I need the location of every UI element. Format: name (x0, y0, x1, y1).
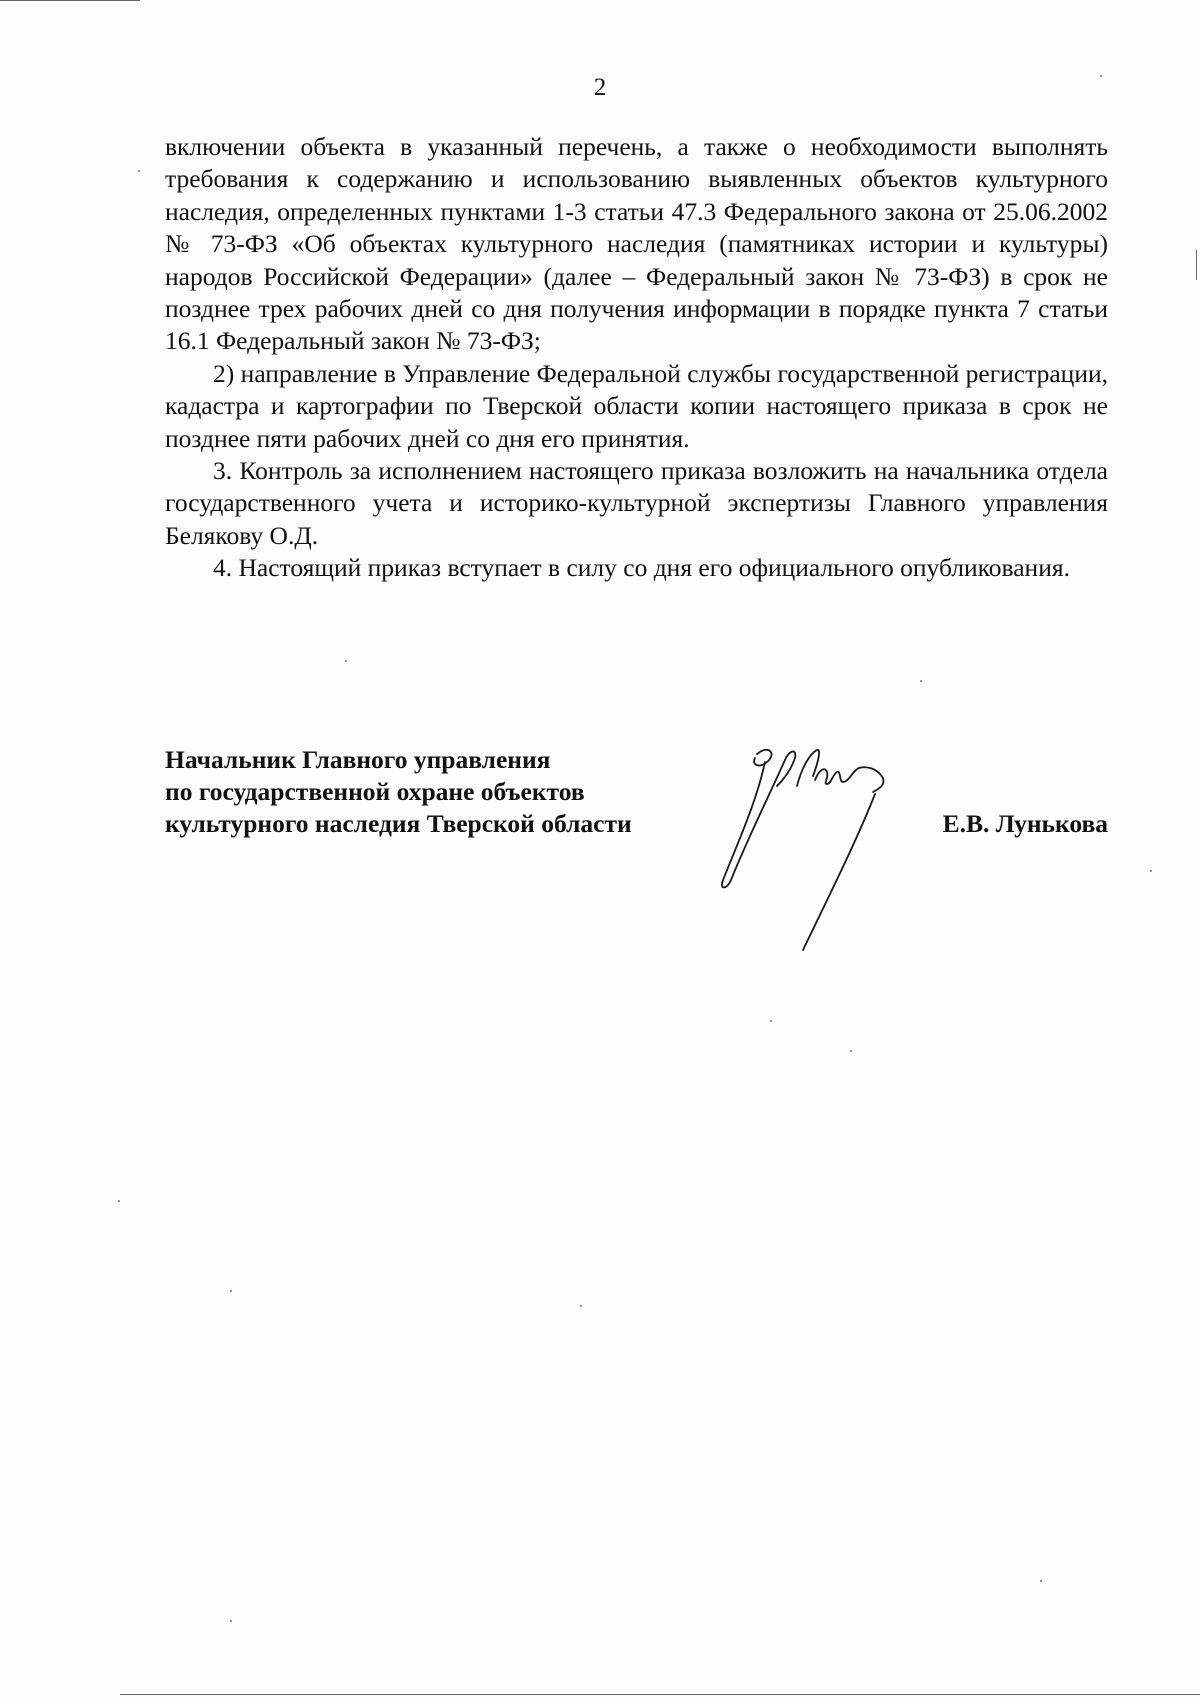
scan-speck (1040, 1580, 1042, 1582)
signature-block (165, 744, 1108, 974)
scan-speck (230, 1290, 232, 1292)
scan-speck (850, 1050, 852, 1052)
bottom-edge-line (120, 1694, 1200, 1695)
signer-name: Е.В. Лунькова (942, 809, 1108, 838)
top-edge-line (0, 0, 140, 1)
scan-speck (1150, 870, 1152, 872)
scan-speck (230, 1620, 232, 1622)
paragraph-item-4: 4. Настоящий приказ вступает в силу со дня его официального опубликования. (213, 553, 1070, 583)
scan-speck (118, 1200, 120, 1202)
scan-speck (770, 1020, 772, 1022)
paragraph-item-3: 3. Контроль за исполнением настоящего приказа возложить на начальника отдела государственного учета и историко-культурной экспертизы Главного управления Белякову О.Д. (165, 456, 1108, 550)
scan-speck (920, 680, 922, 682)
paragraph-item-2: 2) направление в Управление Федеральной службы государственной регистрации, кадастра и картографии по Тверской области копии настоящего приказа в срок не позднее пяти рабочих дней со дня его принятия. (165, 358, 1108, 453)
scan-speck (580, 1305, 582, 1307)
page-number: 2 (593, 74, 607, 101)
scan-speck (1100, 75, 1102, 77)
signer-title-line: культурного наследия Тверской области (165, 809, 632, 838)
scan-speck (138, 170, 140, 172)
paragraph-continuation: включении объекта в указанный перечень, а также о необходимости выполнять требования к содержанию и использованию выявленных объектов культурного наследия, определенных пунктами 1-3 статьи 47.3 Федерального закона от 25.06.2002 № 73-ФЗ «Об объектах культурного наследия (памятниках истории и культуры) народов Российской Федерации» (далее – Федеральный закон № 73-ФЗ) в срок не позднее трех рабочих дней со дня получения информации в порядке пункта 7 статьи 16.1 Федеральный закон № 73-ФЗ; (165, 132, 1108, 356)
scan-speck (345, 660, 347, 662)
signer-title (165, 744, 632, 840)
right-edge-mark (1196, 250, 1197, 280)
document-body (165, 131, 1108, 585)
signer-title-line: по государственной охране объектов (165, 777, 585, 806)
signer-title-line: Начальник Главного управления (165, 745, 551, 774)
handwritten-signature (717, 740, 917, 960)
